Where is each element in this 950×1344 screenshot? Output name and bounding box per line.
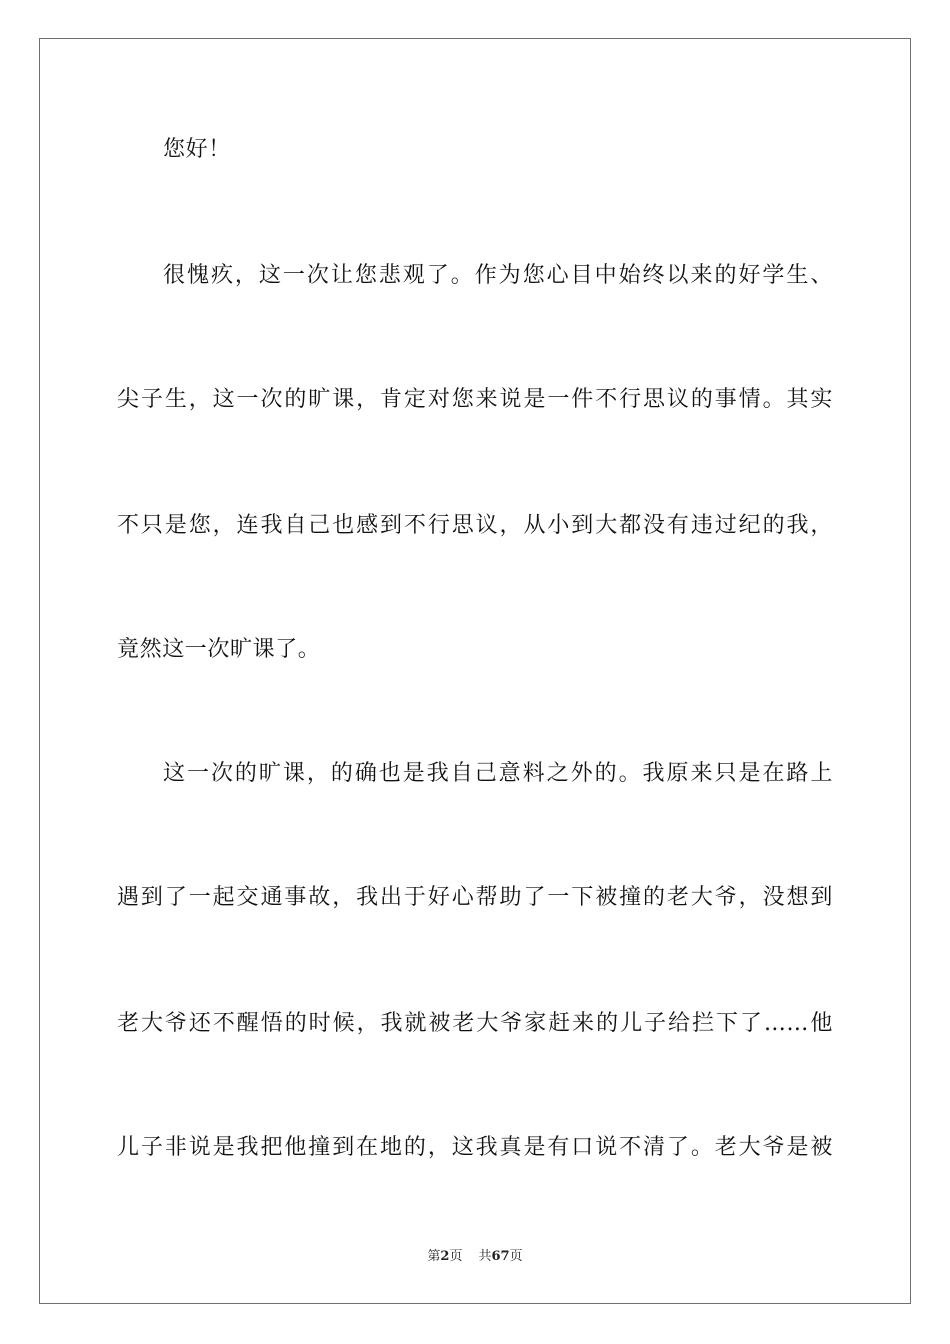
paragraph-2-line-4: 儿子非说是我把他撞到在地的，这我真是有口说不清了。老大爷是被 <box>117 1135 833 1160</box>
paragraph-2-line-1: 这一次的旷课，的确也是我自己意料之外的。我原来只是在路上 <box>163 761 833 786</box>
footer-page-number: 2 <box>440 1249 450 1264</box>
paragraph-2-line-3: 老大爷还不醒悟的时候，我就被老大爷家赶来的儿子给拦下了……他 <box>117 1011 833 1036</box>
footer-total-prefix: 共 <box>478 1249 492 1264</box>
greeting-line: 您好！ <box>163 137 231 162</box>
footer-total-suffix: 页 <box>509 1249 523 1264</box>
paragraph-1-line-3: 不只是您，连我自己也感到不行思议，从小到大都没有违过纪的我， <box>117 513 833 538</box>
footer-page-suffix: 页 <box>449 1249 463 1264</box>
footer-page-prefix: 第 <box>427 1249 441 1264</box>
paragraph-2-line-2: 遇到了一起交通事故，我出于好心帮助了一下被撞的老大爷，没想到 <box>117 885 833 910</box>
paragraph-1-line-4: 竟然这一次旷课了。 <box>117 637 321 662</box>
footer-total-number: 67 <box>491 1249 510 1264</box>
paragraph-1-line-2: 尖子生，这一次的旷课，肯定对您来说是一件不行思议的事情。其实 <box>117 387 833 412</box>
page-border <box>39 38 911 1304</box>
page-footer <box>0 1248 950 1266</box>
paragraph-1-line-1: 很愧疚，这一次让您悲观了。作为您心目中始终以来的好学生、 <box>163 263 833 288</box>
